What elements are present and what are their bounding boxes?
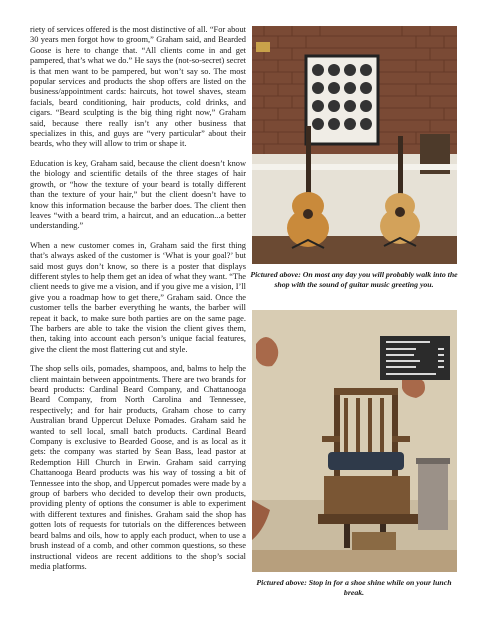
article-paragraph-2: Education is key, Graham said, because the client doesn’t know the biology and scientific details of the three stages of hair growth, or “how the texture of your beard is totally different than the texture of your hair,” but the client doesn’t have to know this information because the barber does. The client then leaves “with a beard trim, a haircut, and an education...a better understanding.” — [30, 158, 246, 231]
article-paragraph-4: The shop sells oils, pomades, shampoos, and, balms to help the client maintain between appointments. There are two brands for beard products: Cardinal Beard Company, and Chattanooga Beard Company, from North Carolina and Tennessee, respectively; and for hair products, Graham chose to carry Australian brand Uppercut Deluxe Pomades. Graham said he wanted to sell local, small batch products. Cardinal Beard Company is exclusive to Bearded Goose, and is as local as it gets: the company was started by Sean Bass, lead pastor at Redemption Hill Church in Erwin. Graham said carrying Chattanooga Beard products was his way of tossing a bit of Tennessee into the shop, and Uppercut pomades were made by a group of barbers who decided to develop their own products, providing plenty of options the consumer is able to experiment with different textures and finishes. Graham said the shop has gotten lots of requests for tutorials on the differences between beard balms and oils, how to apply each product, when to use a brush instead of a comb, and other common questions, so these instructional videos are recent additions to the shop’s social media platforms. — [30, 364, 246, 571]
shoeshine-photo — [252, 310, 457, 572]
article-column — [30, 25, 246, 581]
article-paragraph-3: When a new customer comes in, Graham said the first thing that’s always asked of the customer is ‘What is your goal?’ but said most guys don’t know, so there is a poster that displays different styles to help them get an idea of what they want. “The client needs to give me a vision, and if you give me a vision, I’ll give you a roadmap how to get there,” Graham said. Once the customer tells the barber everything he wants, the barber will repeat it back, to make sure both parties are on the same page. The barbers are able to take the vision the client gives them, then, taking into account each person’s unique facial features, give the client the most flattering cut and style. — [30, 240, 246, 354]
guitars-photo — [252, 26, 457, 264]
shoeshine-caption: Pictured above: Stop in for a shoe shine while on your lunch break. — [256, 578, 452, 597]
guitars-caption: Pictured above: On most any day you will probably walk into the shop with the sound of guitar music greeting you. — [250, 270, 458, 289]
article-paragraph-1: riety of services offered is the most distinctive of all. “For about 30 years men forgot how to groom,” Graham said, and Bearded Goose is here to change that. “All clients come in and get pampered, that’s what we do.” He says the (not-so-secret) secret is that men want to be pampered, but won’t say so. The most popular services and products the shop offers are listed on the business/appointment cards: haircuts, hot towel shaves, steam facials, beard conditioning, hair products, cold drinks, and cigars. “Beard sculpting is the big thing right now,” Graham said, because there really isn’t any other business that specializes in this, and guys are “very particular” about their beards, who they will allow to trim or shape it. — [30, 25, 246, 149]
